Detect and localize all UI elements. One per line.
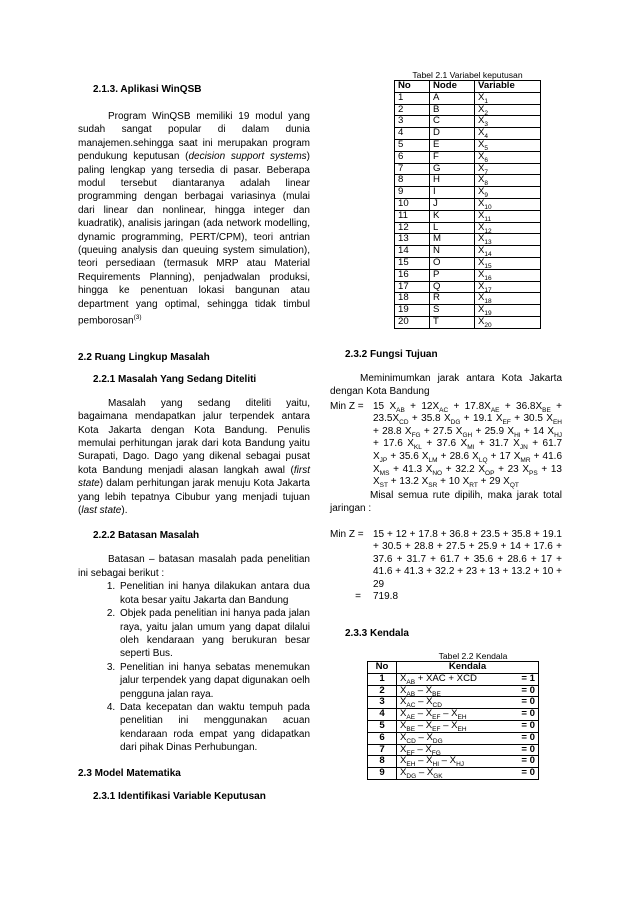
table-row (395, 139, 541, 151)
no-cell: 7 (368, 744, 397, 756)
constraint-rhs: = 0 (521, 755, 535, 767)
section-2-2-2-heading: 2.2.2 Batasan Masalah (93, 530, 200, 542)
table-row (368, 685, 539, 697)
table-row (368, 721, 539, 733)
variable-cell: $X_{16}$ (475, 269, 541, 281)
node-cell: H (430, 175, 475, 187)
objective-expression: 15 $X_{AB} + 12X_{AC} + 17.8X_{AE} + 36.8X_{BE} + 23.5X_{CD} + 35.8$ $X_{DG} + 19.1$ $X_{EF} + 30.5$ $X_{EH} + 28.8$ $X_{FG} + 27.5$ $X_{GH} + 25.9$ $X_{HI} + 14$ $X_{HJ} + 17.6$ $X_{KL} + 37.6$ $X_{MI} + 31.7$ $X_{JN} + 61.7$ $X_{JP} + 35.6$ $X_{LM} + 28.6$ $X_{LQ} + 17$ $X_{MR} + 41.6$ $X_{MS} + 41.3$ $X_{NO} + 32.2$ $X_{OP} + 23$ $X_{PS} + 13$ $X_{ST} + 13.2$ $X_{SR} + 10$ $X_{RT} + 29$ $X_{QT}$ (373, 400, 563, 490)
node-cell: P (430, 269, 475, 281)
no-cell: 17 (395, 281, 430, 293)
node-cell: O (430, 257, 475, 269)
variable-cell: $X_9$ (475, 187, 541, 199)
node-cell: S (430, 305, 475, 317)
section-2-3-heading: 2.3 Model Matematika (78, 767, 181, 779)
no-cell: 19 (395, 305, 430, 317)
no-cell: 4 (368, 709, 397, 721)
min-z-label: Min Z = (330, 400, 364, 412)
node-cell: G (430, 163, 475, 175)
no-cell: 2 (395, 104, 430, 116)
list-item: 4. Data kecepatan dan waktu tempuh pada penelitian ini menggunakan acuan kendaraan roda empat yang didapatkan dari pihak Dinas Perhubungan. (118, 701, 310, 755)
result-value: 719.8 (373, 591, 399, 603)
variable-cell: $X_{20}$ (475, 316, 541, 328)
list-item: 3. Penelitian ini hanya sebatas menemukan jalur terpendek yang dapat digunakan oelh pengguna jalan raya. (118, 661, 310, 701)
objective-function (330, 401, 562, 489)
constraint-rhs: = 0 (521, 708, 535, 720)
section-2-2-1-heading: 2.2.1 Masalah Yang Sedang Diteliti (93, 373, 257, 385)
table-row (395, 257, 541, 269)
no-cell: 5 (368, 721, 397, 733)
node-cell: Q (430, 281, 475, 293)
constraint-expression: $X_{AE} - X_{EF} - X_{EH}$ (400, 708, 467, 722)
variable-cell: $X_5$ (475, 139, 541, 151)
section-2-2-1-paragraph: Masalah yang sedang diteliti yaitu, bagaimana mendapatkan jalur terpendek antara Kota Jakarta dengan Kota Bandung. Penulis memulai perhitungan jarak dari kota Bandung yaitu Surapati, Dago. Dago yang dikenal sebagai pusat kota Bandung menjadi alasan langkah awal (first state) dalam perhitungan jarak menuju Kota Jakarta yang lebih tepatnya Cibubur yang menjadi tujuan (last state). (78, 397, 310, 517)
column-header: Variable (475, 81, 541, 93)
table-row (368, 673, 539, 685)
no-cell: 1 (395, 92, 430, 104)
constraint-expression: $X_{EH} - X_{HI} - X_{HJ}$ (400, 755, 465, 769)
table-row (395, 246, 541, 258)
table-row (395, 151, 541, 163)
table-2-1-caption: Tabel 2.1 Variabel keputusan (412, 70, 523, 80)
no-cell: 8 (395, 175, 430, 187)
table-row (395, 210, 541, 222)
total-distance-result (330, 591, 562, 604)
no-cell: 2 (368, 685, 397, 697)
variable-cell: $X_8$ (475, 175, 541, 187)
table-header-row (368, 662, 539, 674)
constraint-cell (397, 732, 539, 744)
table-row (368, 732, 539, 744)
no-cell: 15 (395, 257, 430, 269)
table-row (395, 305, 541, 317)
no-cell: 20 (395, 316, 430, 328)
section-2-3-2-paragraph: Meminimumkan jarak antara Kota Jakarta dengan Kota Bandung (330, 372, 562, 398)
table-row (368, 697, 539, 709)
constraint-rhs: = 0 (521, 720, 535, 732)
variable-cell: $X_{19}$ (475, 305, 541, 317)
column-header: No (395, 81, 430, 93)
node-cell: L (430, 222, 475, 234)
node-cell: D (430, 128, 475, 140)
constraint-cell (397, 768, 539, 780)
table-row (368, 744, 539, 756)
constraint-cell (397, 721, 539, 733)
table-row (368, 768, 539, 780)
node-cell: J (430, 198, 475, 210)
node-cell: B (430, 104, 475, 116)
constraint-table (367, 661, 539, 780)
column-header: Node (430, 81, 475, 93)
constraint-expression: $X_{CD} - X_{DG}$ (400, 731, 443, 745)
variable-cell: $X_{17}$ (475, 281, 541, 293)
constraint-rhs: = 0 (521, 767, 535, 779)
variable-cell: $X_4$ (475, 128, 541, 140)
table-row (395, 116, 541, 128)
no-cell: 1 (368, 673, 397, 685)
node-cell: F (430, 151, 475, 163)
table-row (395, 234, 541, 246)
variable-cell: $X_{10}$ (475, 198, 541, 210)
node-cell: M (430, 234, 475, 246)
table-row (395, 281, 541, 293)
limitations-list (78, 580, 310, 754)
variable-cell: $X_3$ (475, 116, 541, 128)
variable-cell: $X_{15}$ (475, 257, 541, 269)
constraint-expression: $X_{AC} - X_{CD}$ (400, 696, 442, 710)
table-row (395, 269, 541, 281)
section-2-3-1-heading: 2.3.1 Identifikasi Variable Keputusan (93, 790, 266, 802)
constraint-rhs: = 1 (521, 672, 535, 684)
constraint-cell (397, 744, 539, 756)
node-cell: T (430, 316, 475, 328)
no-cell: 16 (395, 269, 430, 281)
constraint-cell (397, 756, 539, 768)
node-cell: K (430, 210, 475, 222)
constraint-expression: $X_{AB}$ + XAC + XCD (400, 672, 477, 686)
table-row (395, 104, 541, 116)
section-2-2-heading: 2.2 Ruang Lingkup Masalah (78, 351, 210, 363)
table-row (395, 175, 541, 187)
variable-cell: $X_{14}$ (475, 246, 541, 258)
node-cell: I (430, 187, 475, 199)
column-header: Kendala (397, 662, 539, 674)
left-column (78, 84, 310, 802)
table-row (395, 92, 541, 104)
variable-cell: $X_2$ (475, 104, 541, 116)
constraint-expression: $X_{AB} - X_{BE}$ (400, 684, 441, 698)
table-2-2-caption: Tabel 2.2 Kendala (438, 651, 508, 662)
constraint-cell (397, 709, 539, 721)
equals-sign: = (355, 591, 361, 603)
variable-cell: $X_{13}$ (475, 234, 541, 246)
constraint-rhs: = 0 (521, 743, 535, 755)
table-row (395, 128, 541, 140)
no-cell: 6 (395, 151, 430, 163)
constraint-cell (397, 697, 539, 709)
node-cell: C (430, 116, 475, 128)
node-cell: A (430, 92, 475, 104)
constraint-cell (397, 685, 539, 697)
constraint-cell (397, 673, 539, 685)
variable-table (394, 80, 541, 329)
min-z-label-2: Min Z = (330, 528, 364, 540)
table-row (395, 187, 541, 199)
table-row (395, 316, 541, 328)
section-2-2-2-paragraph: Batasan – batasan masalah pada penelitian ini sebagai berikut : (78, 554, 310, 579)
no-cell: 9 (368, 768, 397, 780)
variable-cell: $X_{12}$ (475, 222, 541, 234)
variable-cell: $X_{11}$ (475, 210, 541, 222)
section-2-1-3-paragraph: Program WinQSB memiliki 19 modul yang sudah sangat popular di dalam dunia manajemen.sehingga saat ini merupakan program pendukung keputusan (decision support systems) paling lengkap yang tersedia di pasar. Beberapa modul tersebut diantaranya adalah linear programming dengan berbagai variasinya (mulai dari linear dan nonlinear, hingga integer dan kuadratik), analisis jaringan (ada network modelling, dynamic programming, PERT/CPM), teori antrian (queuing analysis dan queuing system simulation), teori persediaan (termasuk MRP atau Material Requirements Planning), penjadwalan produksi, hingga ke penentuan lokasi bangunan atau department yang optimal, sehingga tidak timbul pemborosan$^{(3)}$ (78, 111, 310, 327)
variable-cell: $X_7$ (475, 163, 541, 175)
section-2-1-3-heading: 2.1.3. Aplikasi WinQSB (93, 84, 202, 95)
no-cell: 18 (395, 293, 430, 305)
node-cell: N (430, 246, 475, 258)
no-cell: 8 (368, 756, 397, 768)
right-column (330, 70, 562, 780)
no-cell: 14 (395, 246, 430, 258)
table-row (395, 163, 541, 175)
constraint-rhs: = 0 (521, 684, 535, 696)
section-2-3-2-heading: 2.3.2 Fungsi Tujuan (345, 348, 438, 360)
section-2-3-3-heading: 2.3.3 Kendala (345, 628, 409, 640)
total-distance-expression: 15 + 12 + 17.8 + 36.8 + 23.5 + 35.8 + 19.1 + 30.5 + 28.8 + 27.5 + 25.9 + 14 + 17.6 + 37.6 + 31.7 + 61.7 + 35.6 + 28.6 + 17 + 41.6 + 41.3 + 32.2 + 23 + 13 + 13.2 + 10 + 29 (373, 528, 562, 590)
constraint-rhs: = 0 (521, 731, 535, 743)
constraint-expression: $X_{BE} - X_{EF} - X_{EH}$ (400, 720, 467, 733)
no-cell: 7 (395, 163, 430, 175)
constraint-expression: $X_{DG} - X_{GK}$ (400, 767, 443, 781)
no-cell: 4 (395, 128, 430, 140)
column-header: No (368, 662, 397, 674)
table-row (395, 293, 541, 305)
total-distance-note: Misal semua rute dipilih, maka jarak total jaringan : (330, 489, 562, 515)
table-header-row (395, 81, 541, 93)
list-item: 1. Penelitian ini hanya dilakukan antara dua kota besar yaitu Jakarta dan Bandung (118, 580, 310, 607)
variable-cell: $X_6$ (475, 151, 541, 163)
table-row (368, 709, 539, 721)
no-cell: 3 (395, 116, 430, 128)
no-cell: 6 (368, 732, 397, 744)
node-cell: E (430, 139, 475, 151)
no-cell: 9 (395, 187, 430, 199)
node-cell: R (430, 293, 475, 305)
no-cell: 13 (395, 234, 430, 246)
no-cell: 12 (395, 222, 430, 234)
table-row (395, 222, 541, 234)
no-cell: 10 (395, 198, 430, 210)
constraint-rhs: = 0 (521, 696, 535, 708)
table-row (395, 198, 541, 210)
variable-cell: $X_1$ (475, 92, 541, 104)
no-cell: 5 (395, 139, 430, 151)
list-item: 2. Objek pada penelitian ini hanya pada jalan raya, yaitu jalan umum yang dapat dilalui oleh kendaraan yang berukuran besar seperti Bus. (118, 607, 310, 661)
table-row (368, 756, 539, 768)
total-distance-equation (330, 529, 562, 592)
no-cell: 11 (395, 210, 430, 222)
variable-cell: $X_{18}$ (475, 293, 541, 305)
constraint-expression: $X_{EF} - X_{FG}$ (400, 743, 441, 757)
no-cell: 3 (368, 697, 397, 709)
